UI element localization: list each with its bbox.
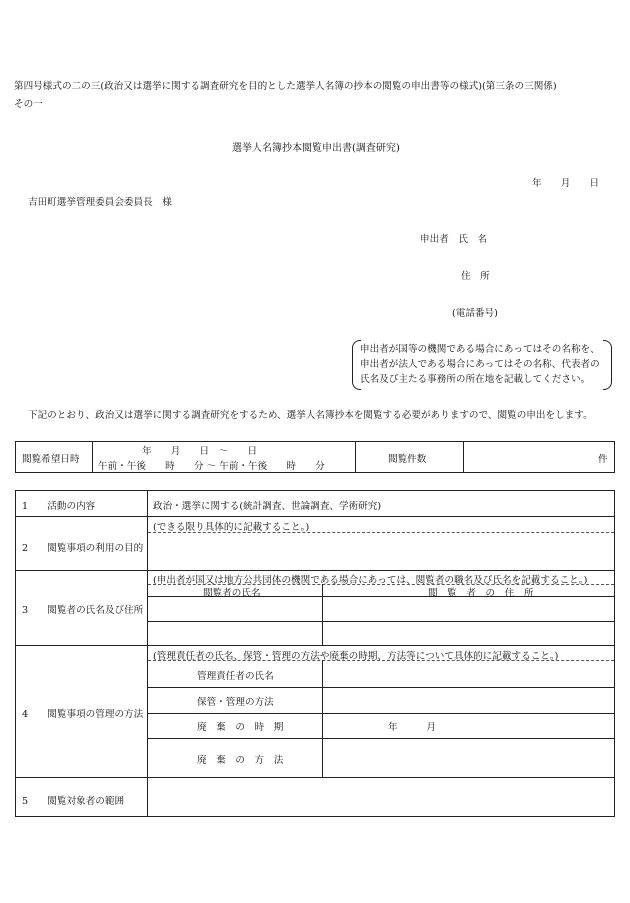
note-line: 申出者が法人である場合にあってはその名称、代表者の [360, 359, 600, 370]
note-text [360, 342, 600, 387]
date-line: 年 月 日 [532, 178, 600, 189]
count-label: 閲覧件数 [388, 454, 427, 465]
time-range-field[interactable]: 午前・午後 時 分 ～ 午前・午後 時 分 [98, 461, 325, 472]
page-title: 選挙人名簿抄本閲覧申出書(調査研究) [232, 143, 400, 154]
applicant-phone-label: (電話番号) [452, 308, 498, 319]
note-line: 氏名及び主たる事務所の所在地を記載してください。 [360, 374, 591, 385]
viewer-name-column: 閲覧者の氏名 [203, 588, 261, 599]
management-note: (管理責任者の氏名、保管・管理の方法や廃棄の時期、方法等について具体的に記載すること。) [153, 651, 559, 662]
management-label: 4 閲覧事項の管理の方法 [22, 709, 144, 720]
date-range-field[interactable]: 年 月 日 ～ 日 [142, 446, 258, 457]
applicant-note [352, 340, 612, 390]
viewer-note: (申出者が国又は地方公共団体の機関である場合にあっては、閲覧者の職名及び氏名を記載すること。) [153, 575, 588, 586]
applicant-address-label: 住 所 [461, 271, 490, 282]
form-number: 第四号様式の二の三(政治又は選挙に関する調査研究を目的とした選挙人名簿の抄本の閲覧の申出書等の様式)(第三条の三関係) [14, 81, 557, 92]
purpose-label: 2 閲覧事項の利用の目的 [22, 543, 144, 554]
storage-method-label: 保管・管理の方法 [197, 697, 274, 708]
bracket-right [603, 340, 612, 390]
viewer-address-column: 閲 覧 者 の 住 所 [428, 588, 534, 599]
addressee: 吉田町選挙管理委員会委員長 様 [28, 197, 172, 208]
viewer-label: 3 閲覧者の氏名及び住所 [22, 605, 144, 616]
form-part: その一 [14, 99, 43, 110]
manager-name-label: 管理責任者の氏名 [197, 671, 274, 682]
target-scope-label: 5 閲覧対象者の範囲 [22, 796, 125, 807]
count-unit: 件 [598, 454, 608, 465]
disposal-time-label: 廃 棄 の 時 期 [197, 722, 284, 733]
activity-label: 1 活動の内容 [22, 501, 96, 512]
activity-value[interactable]: 政治・選挙に関する(統計調査、世論調査、学術研究) [153, 501, 382, 512]
disposal-method-label: 廃 棄 の 方 法 [197, 755, 284, 766]
purpose-note: (できる限り具体的に記載すること。) [153, 522, 310, 533]
intro-text: 下記のとおり、政治又は選挙に関する調査研究をするため、選挙人名簿抄本を閲覧する必要がありますので、閲覧の申出をします。 [28, 410, 593, 421]
datetime-label: 閲覧希望日時 [22, 454, 80, 465]
note-line: 申出者が国等の機関である場合にあってはその名称を、 [360, 344, 600, 355]
applicant-name-label: 申出者 氏 名 [420, 234, 488, 245]
disposal-time-value[interactable]: 年 月 [388, 722, 436, 733]
